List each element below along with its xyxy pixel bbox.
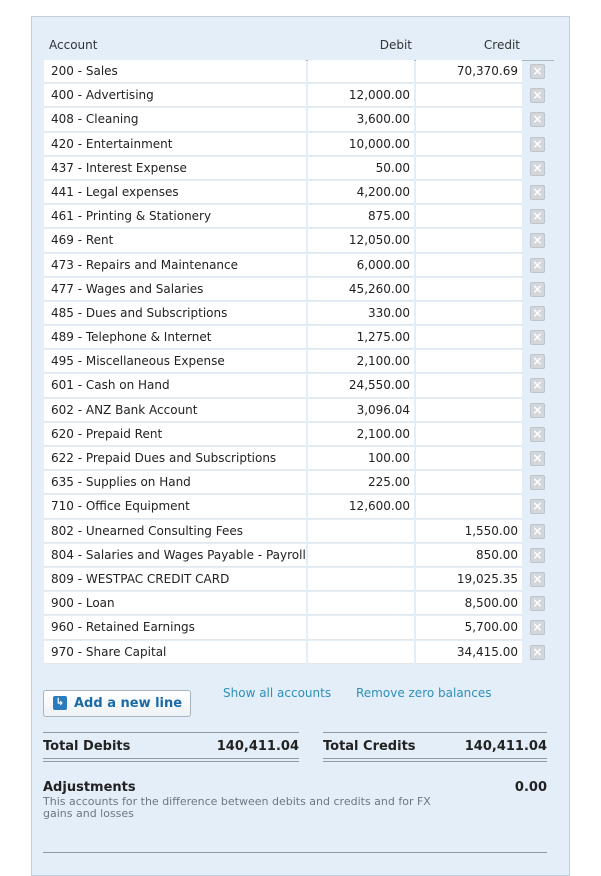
close-icon[interactable]: × (530, 354, 545, 369)
credit-cell[interactable] (416, 374, 522, 397)
debit-cell[interactable]: 3,600.00 (308, 108, 414, 131)
close-icon[interactable]: × (530, 209, 545, 224)
credit-cell[interactable] (416, 326, 522, 349)
table-row (44, 471, 554, 495)
close-icon[interactable]: × (530, 572, 545, 587)
table-row (44, 616, 554, 640)
account-cell[interactable]: 960 - Retained Earnings (44, 616, 306, 639)
debit-cell[interactable] (308, 592, 414, 615)
debit-cell[interactable]: 2,100.00 (308, 350, 414, 373)
header-account: Account (49, 38, 98, 52)
table-row (44, 495, 554, 519)
close-icon[interactable]: × (530, 427, 545, 442)
close-icon[interactable]: × (530, 620, 545, 635)
credit-cell[interactable]: 5,700.00 (416, 616, 522, 639)
close-icon[interactable]: × (530, 596, 545, 611)
account-cell[interactable]: 622 - Prepaid Dues and Subscriptions (44, 447, 306, 470)
credit-cell[interactable] (416, 181, 522, 204)
account-cell[interactable]: 602 - ANZ Bank Account (44, 399, 306, 422)
total-debits-label: Total Debits (43, 739, 131, 754)
adjustments-description: This accounts for the difference between debits and credits and for FX gains and losses (43, 795, 431, 820)
table-row (44, 84, 554, 108)
debit-cell[interactable] (308, 616, 414, 639)
adjustments-value: 0.00 (514, 780, 547, 795)
account-cell[interactable]: 804 - Salaries and Wages Payable - Payroll (44, 544, 306, 567)
account-cell[interactable]: 802 - Unearned Consulting Fees (44, 520, 306, 543)
table-row (44, 592, 554, 616)
credit-cell[interactable]: 1,550.00 (416, 520, 522, 543)
credit-cell[interactable] (416, 84, 522, 107)
debit-cell[interactable] (308, 60, 414, 83)
table-row (44, 133, 554, 157)
account-cell[interactable]: 809 - WESTPAC CREDIT CARD (44, 568, 306, 591)
credits-top-rule (323, 732, 547, 733)
table-row (44, 157, 554, 181)
debit-cell[interactable]: 1,275.00 (308, 326, 414, 349)
close-icon[interactable]: × (530, 306, 545, 321)
close-icon[interactable]: × (530, 137, 545, 152)
header-credit: Credit (483, 38, 520, 52)
account-cell[interactable]: 970 - Share Capital (44, 641, 306, 664)
close-icon[interactable]: × (530, 88, 545, 103)
table-row (44, 302, 554, 326)
table-row (44, 229, 554, 253)
table-row (44, 205, 554, 229)
remove-zero-balances-link[interactable]: Remove zero balances (356, 686, 492, 700)
debit-cell[interactable]: 10,000.00 (308, 133, 414, 156)
account-cell[interactable]: 485 - Dues and Subscriptions (44, 302, 306, 325)
credit-cell[interactable]: 850.00 (416, 544, 522, 567)
close-icon[interactable]: × (530, 403, 545, 418)
debit-cell[interactable] (308, 544, 414, 567)
credit-cell[interactable] (416, 108, 522, 131)
total-debits-value: 140,411.04 (216, 739, 299, 754)
credit-cell[interactable] (416, 471, 522, 494)
credit-cell[interactable] (416, 302, 522, 325)
close-icon[interactable]: × (530, 645, 545, 660)
table-row (44, 423, 554, 447)
add-line-icon: ↳ (53, 696, 67, 710)
account-cell[interactable]: 437 - Interest Expense (44, 157, 306, 180)
credit-cell[interactable] (416, 423, 522, 446)
debit-cell[interactable]: 225.00 (308, 471, 414, 494)
debit-cell[interactable]: 4,200.00 (308, 181, 414, 204)
debit-cell[interactable]: 45,260.00 (308, 278, 414, 301)
show-all-accounts-link[interactable]: Show all accounts (223, 686, 332, 700)
close-icon[interactable]: × (530, 233, 545, 248)
account-cell[interactable]: 441 - Legal expenses (44, 181, 306, 204)
debit-cell[interactable]: 2,100.00 (308, 423, 414, 446)
table-row (44, 568, 554, 592)
close-icon[interactable]: × (530, 64, 545, 79)
debit-cell[interactable] (308, 641, 414, 664)
credits-double-rule (323, 758, 547, 762)
header-debit: Debit (379, 38, 412, 52)
debits-double-rule (43, 758, 299, 762)
credit-cell[interactable] (416, 229, 522, 252)
table-row (44, 447, 554, 471)
debit-cell[interactable]: 330.00 (308, 302, 414, 325)
credit-cell[interactable] (416, 254, 522, 277)
add-new-line-button[interactable] (43, 690, 191, 717)
table-row (44, 374, 554, 398)
adjustments-title: Adjustments (43, 780, 136, 795)
account-cell[interactable]: 461 - Printing & Stationery (44, 205, 306, 228)
journal-lines (44, 60, 554, 665)
add-new-line-label: Add a new line (74, 696, 183, 711)
close-icon[interactable]: × (530, 475, 545, 490)
close-icon[interactable]: × (530, 112, 545, 127)
debits-top-rule (43, 732, 299, 733)
table-row (44, 254, 554, 278)
account-cell[interactable]: 477 - Wages and Salaries (44, 278, 306, 301)
account-cell[interactable]: 469 - Rent (44, 229, 306, 252)
account-cell[interactable]: 495 - Miscellaneous Expense (44, 350, 306, 373)
table-row (44, 108, 554, 132)
account-cell[interactable]: 408 - Cleaning (44, 108, 306, 131)
credit-cell[interactable] (416, 350, 522, 373)
debit-cell[interactable]: 12,050.00 (308, 229, 414, 252)
table-row (44, 350, 554, 374)
close-icon[interactable]: × (530, 499, 545, 514)
debit-cell[interactable]: 6,000.00 (308, 254, 414, 277)
credit-cell[interactable] (416, 495, 522, 518)
account-cell[interactable]: 620 - Prepaid Rent (44, 423, 306, 446)
credit-cell[interactable] (416, 447, 522, 470)
close-icon[interactable]: × (530, 378, 545, 393)
credit-cell[interactable] (416, 157, 522, 180)
debit-cell[interactable]: 100.00 (308, 447, 414, 470)
table-row (44, 544, 554, 568)
account-cell[interactable]: 200 - Sales (44, 60, 306, 83)
account-cell[interactable]: 710 - Office Equipment (44, 495, 306, 518)
close-icon[interactable]: × (530, 282, 545, 297)
total-credits-label: Total Credits (323, 739, 416, 754)
table-row (44, 278, 554, 302)
table-row (44, 520, 554, 544)
account-cell[interactable]: 489 - Telephone & Internet (44, 326, 306, 349)
account-cell[interactable]: 900 - Loan (44, 592, 306, 615)
debit-cell[interactable]: 24,550.00 (308, 374, 414, 397)
debit-cell[interactable]: 875.00 (308, 205, 414, 228)
debit-cell[interactable]: 50.00 (308, 157, 414, 180)
account-cell[interactable]: 601 - Cash on Hand (44, 374, 306, 397)
debit-cell[interactable]: 12,600.00 (308, 495, 414, 518)
account-cell[interactable]: 473 - Repairs and Maintenance (44, 254, 306, 277)
debit-cell[interactable] (308, 520, 414, 543)
table-row (44, 181, 554, 205)
credit-cell[interactable]: 34,415.00 (416, 641, 522, 664)
table-row (44, 60, 554, 84)
credit-cell[interactable] (416, 205, 522, 228)
table-header (44, 36, 554, 61)
close-icon[interactable]: × (530, 258, 545, 273)
close-icon[interactable]: × (530, 451, 545, 466)
total-credits-value: 140,411.04 (464, 739, 547, 754)
close-icon[interactable]: × (530, 185, 545, 200)
bottom-rule (43, 852, 547, 853)
debit-cell[interactable]: 12,000.00 (308, 84, 414, 107)
account-cell[interactable]: 420 - Entertainment (44, 133, 306, 156)
credit-cell[interactable] (416, 278, 522, 301)
close-icon[interactable]: × (530, 161, 545, 176)
debit-cell[interactable]: 3,096.04 (308, 399, 414, 422)
debit-cell[interactable] (308, 568, 414, 591)
table-row (44, 326, 554, 350)
credit-cell[interactable] (416, 399, 522, 422)
credit-cell[interactable]: 70,370.69 (416, 60, 522, 83)
credit-cell[interactable] (416, 133, 522, 156)
close-icon[interactable]: × (530, 330, 545, 345)
close-icon[interactable]: × (530, 548, 545, 563)
credit-cell[interactable]: 8,500.00 (416, 592, 522, 615)
credit-cell[interactable]: 19,025.35 (416, 568, 522, 591)
account-cell[interactable]: 400 - Advertising (44, 84, 306, 107)
close-icon[interactable]: × (530, 524, 545, 539)
table-row (44, 641, 554, 665)
account-cell[interactable]: 635 - Supplies on Hand (44, 471, 306, 494)
table-row (44, 399, 554, 423)
